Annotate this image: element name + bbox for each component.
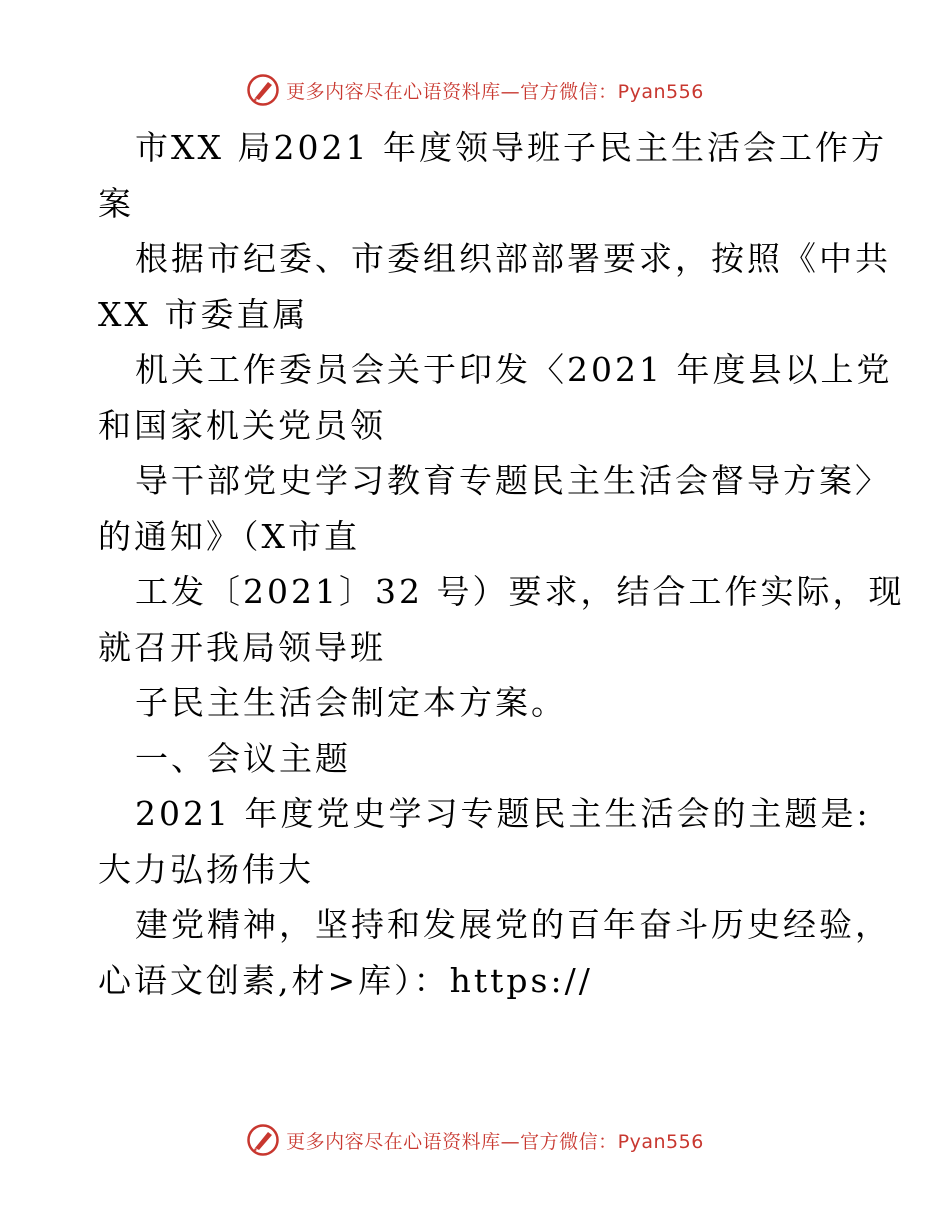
document-body [98,120,905,1008]
text-line: 的通知》（X市直 [98,516,360,556]
text-line: 2021 年度党史学习专题民主生活会的主题是: [135,794,871,833]
pen-logo-icon [246,1123,280,1157]
text-line: 市XX 局2021 年度领导班子民主生活会工作方 [135,128,887,167]
watermark-text: 更多内容尽在心语资料库—官方微信：Pyan556 [286,1130,704,1153]
text-line: 大力弘扬伟大 [98,849,314,889]
watermark-banner-top [0,70,950,110]
text-line: 子民主生活会制定本方案。 [135,683,567,722]
text-line: 工发〔2021〕32 号）要求，结合工作实际，现 [135,572,905,611]
text-line: 和国家机关党员领 [98,405,386,445]
text-line: 就召开我局领导班 [98,627,386,667]
text-line: 一、会议主题 [135,738,351,778]
text-line: 心语文创素,材>库）：https:// [98,960,593,1000]
text-line: XX 市委直属 [98,294,309,334]
text-line: 案 [98,183,134,223]
text-line: 建党精神，坚持和发展党的百年奋斗历史经验， [135,905,891,944]
watermark-text: 更多内容尽在心语资料库—官方微信：Pyan556 [286,80,704,103]
watermark-banner-bottom [0,1120,950,1160]
text-line: 根据市纪委、市委组织部部署要求，按照《中共 [135,239,891,278]
text-line: 机关工作委员会关于印发〈2021 年度县以上党 [135,350,893,389]
pen-logo-icon [246,73,280,107]
text-line: 导干部党史学习教育专题民主生活会督导方案〉 [135,461,891,500]
